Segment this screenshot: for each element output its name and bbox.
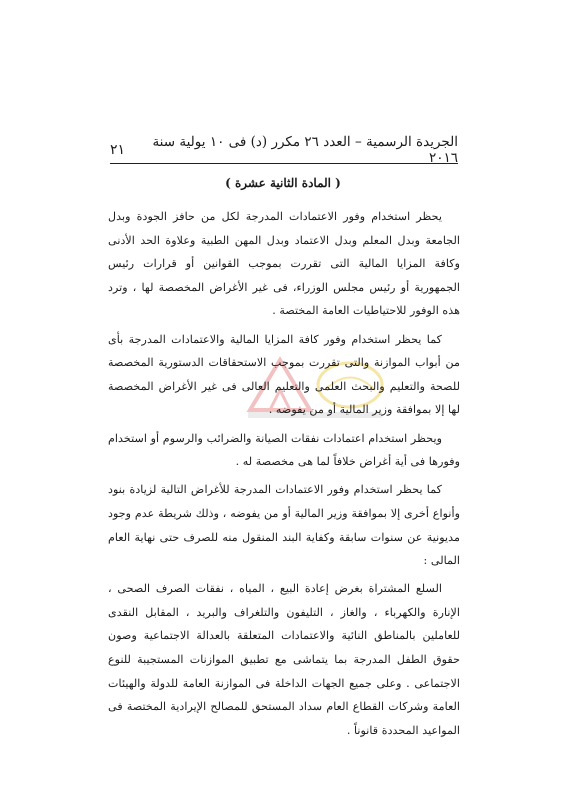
page-number: ٢١	[110, 142, 126, 158]
article-heading: ( المادة الثانية عشرة )	[225, 176, 341, 190]
header-divider	[110, 163, 458, 164]
paragraph-3: ويحظر استخدام اعتمادات نفقات الصيانة والضرائب والرسوم أو استخدام وفورها فى أية أغراض خلافاً لما هى مخصصة له .	[108, 431, 460, 469]
paragraph-5: السلع المشتراة بغرض إعادة البيع ، المياه ، نفقات الصرف الصحى ، الإنارة والكهرباء ، والغاز ، التليفون والتلغراف والبريد ، المقابل النقدى للعاملين بالمناطق النائية والاعتمادات المتعلقة بالعدالة الاجتماعية وصون حقوق الطفل المدرجة بما يتماشى مع تطبيق الموازنات المستجيبة للنوع الاجتماعى . وعلى جميع الجهات الداخلة فى الموازنة العامة للدولة والهيئات العامة وشركات القطاع العام سداد المستحق للمصالح الإيرادية المختصة فى المواعيد المحددة قانوناً .	[108, 582, 460, 737]
page-header	[110, 134, 458, 166]
header-title: الجريدة الرسمية – العدد ٢٦ مكرر (د) فى ١٠ يولية سنة ٢٠١٦	[152, 134, 458, 166]
document-body	[108, 205, 460, 747]
paragraph-4: كما يحظر استخدام وفور الاعتمادات المدرجة للأغراض التالية لزيادة بنود وأنواع أخرى إلا بموافقة وزير المالية أو من يفوضه ، وذلك شريطة عدم وجود مديونية عن سنوات سابقة وكفاية البند المنقول منه للصرف حتى نهاية العام المالى :	[108, 483, 460, 568]
paragraph-1: يحظر استخدام وفور الاعتمادات المدرجة لكل من حافز الجودة وبدل الجامعة وبدل المعلم وبدل الاعتماد وبدل المهن الطبية وعلاوة الحد الأدنى وكافة المزايا المالية التى تقررت بموجب القوانين أو قرارات رئيس الجمهورية أو رئيس مجلس الوزراء، فى غير الأغراض المخصصة لها ، وترد هذه الوفور للاحتياطيات العامة المختصة .	[108, 210, 460, 318]
paragraph-2: كما يحظر استخدام وفور كافة المزايا المالية والاعتمادات المدرجة بأى من أبواب الموازنة والتى تقررت بموجب الاستحقاقات الدستورية المخصصة للصحة والتعليم والبحث العلمى والتعليم العالى فى غير الأغراض المخصصة لها إلا بموافقة وزير المالية أو من يفوضه .	[108, 332, 460, 417]
